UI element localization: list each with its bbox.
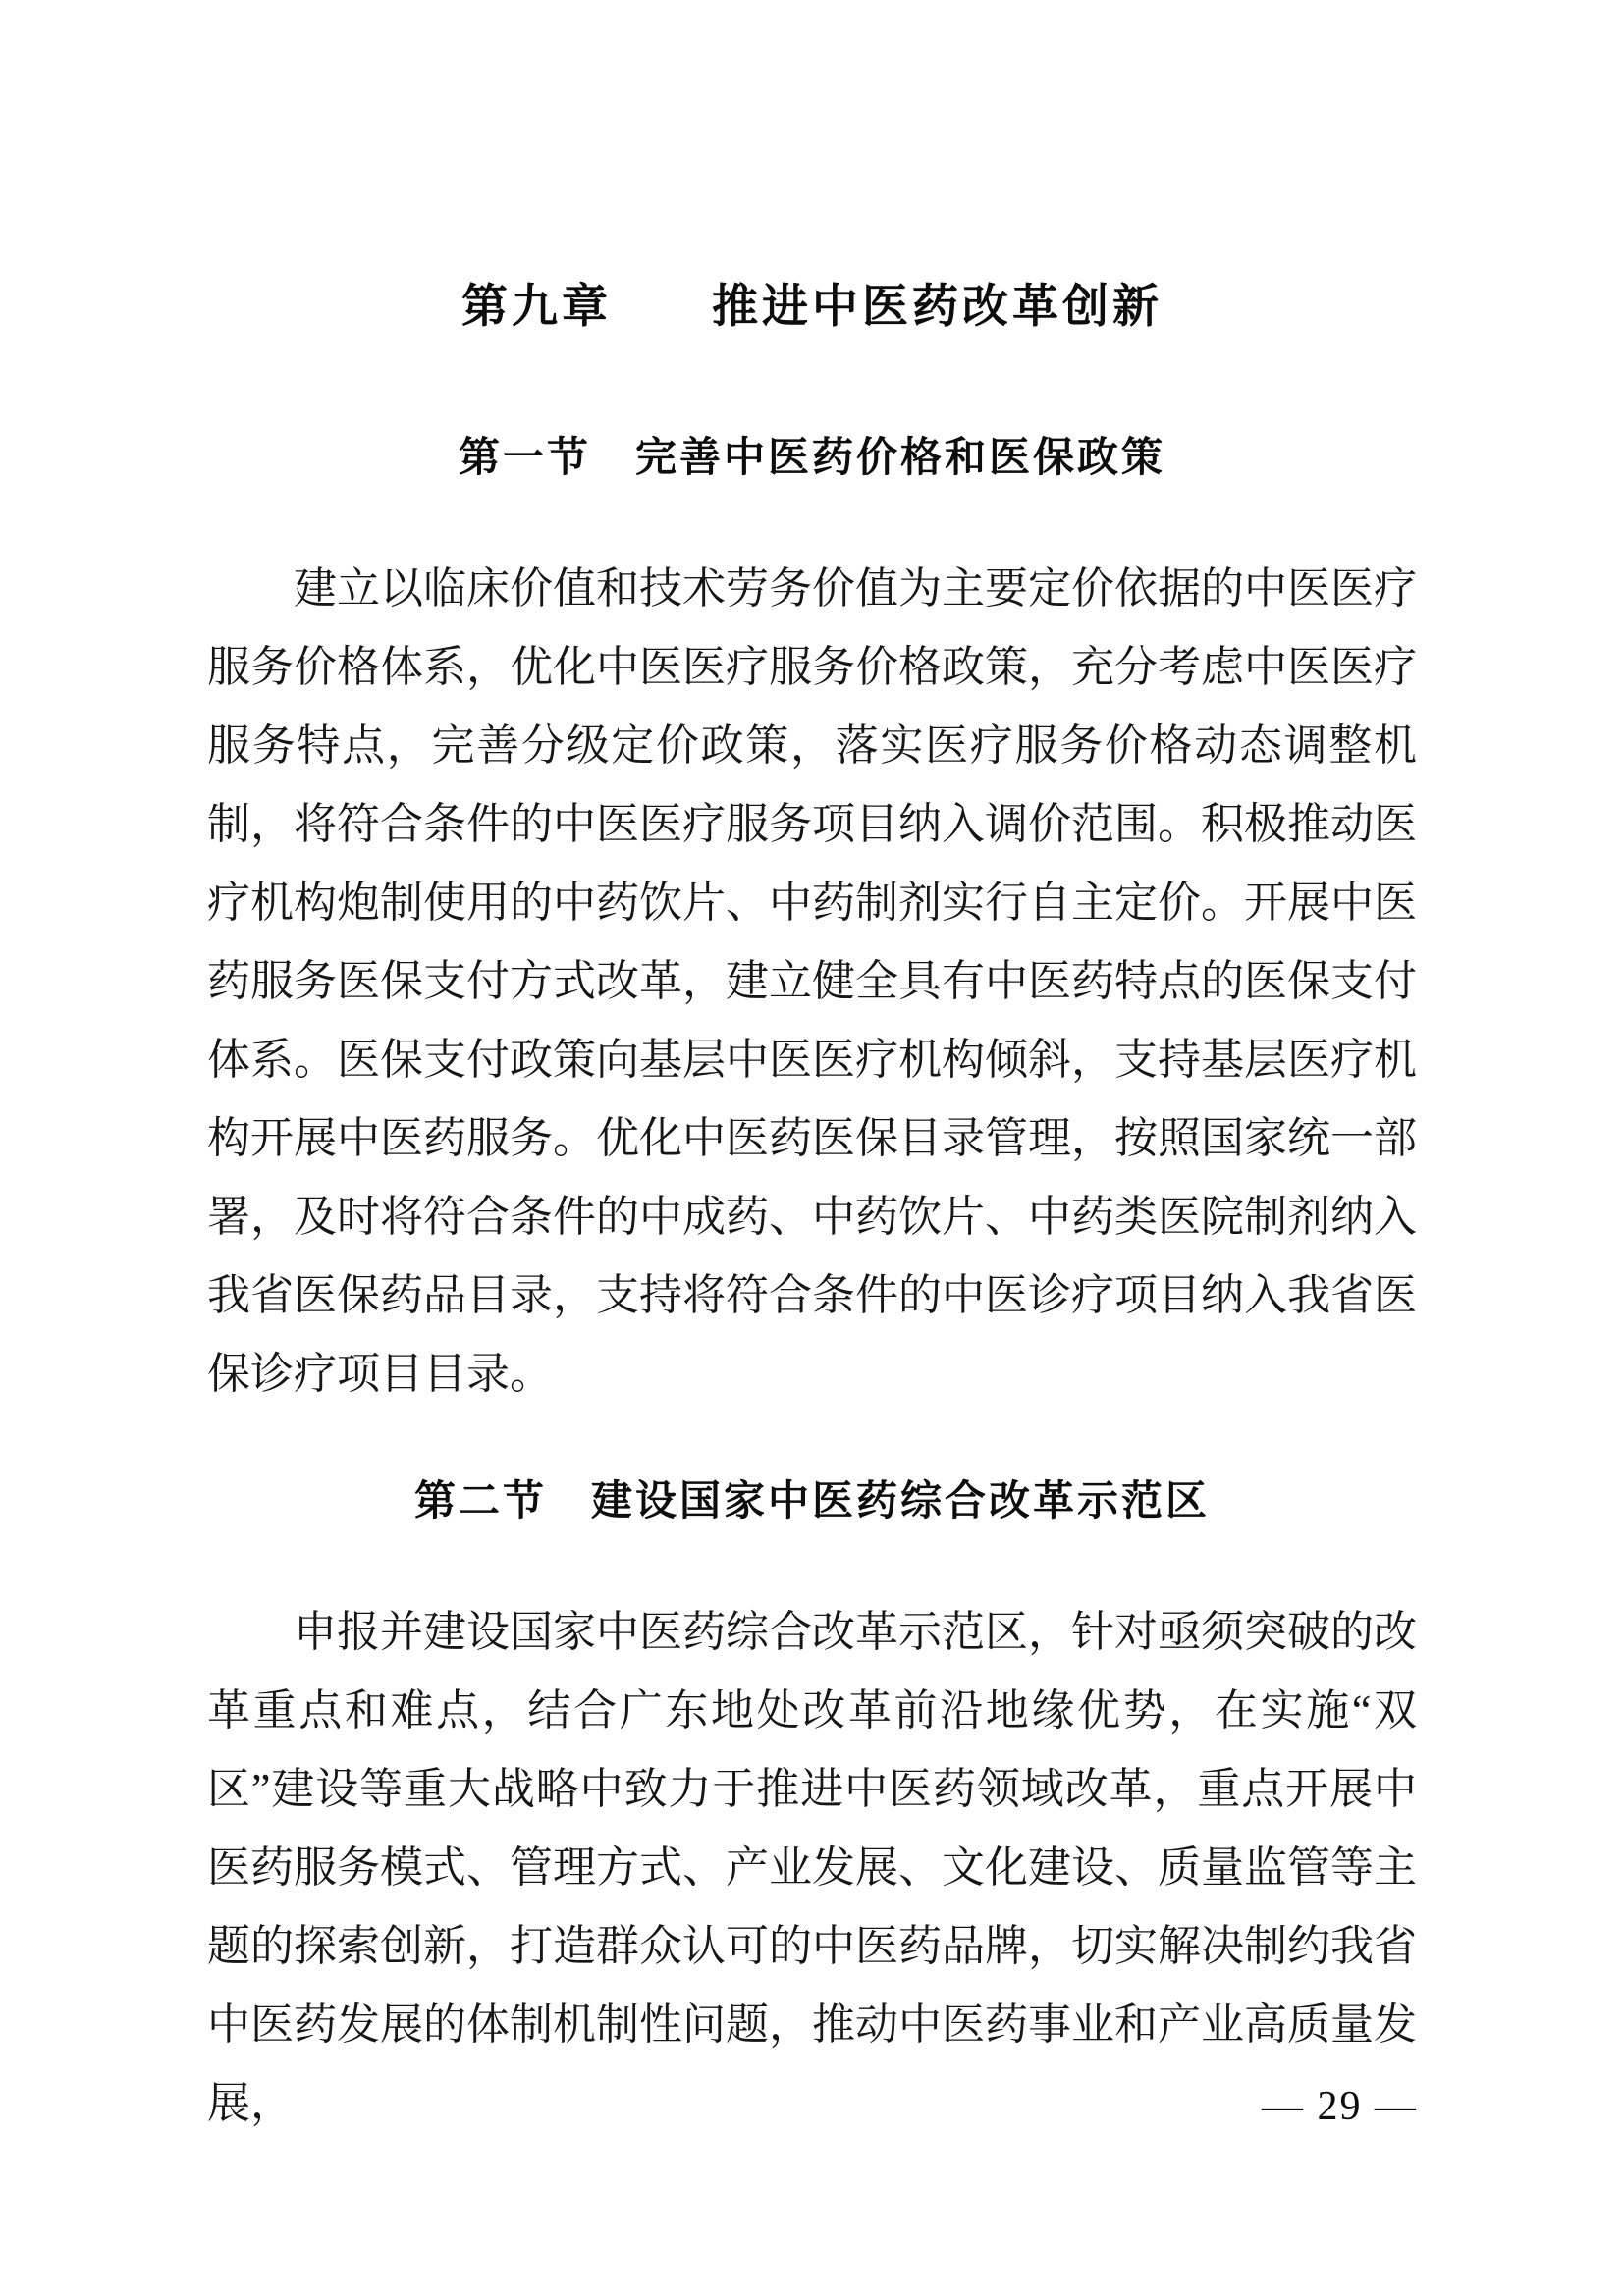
section-2-paragraph: 申报并建设国家中医药综合改革示范区，针对亟须突破的改革重点和难点，结合广东地处改革前沿地缘优势，在实施“双区”建设等重大战略中致力于推进中医药领域改革，重点开展中医药服务模式、管理方式、产业发展、文化建设、质量监管等主题的探索创新，打造群众认可的中医药品牌，切实解决制约我省中医药发展的体制机制性问题，推动中医药事业和产业高质量发展，: [207, 1608, 1417, 2127]
page-number: — 29 —: [1262, 2084, 1418, 2129]
chapter-title: 第九章 推进中医药改革创新: [461, 282, 1163, 333]
section-1-title: 第一节 完善中医药价格和医保政策: [458, 434, 1165, 480]
section-2-title: 第二节 建设国家中医药综合改革示范区: [413, 1477, 1210, 1523]
section-1-paragraph: 建立以临床价值和技术劳务价值为主要定价依据的中医医疗服务价格体系，优化中医医疗服务价格政策，充分考虑中医医疗服务特点，完善分级定价政策，落实医疗服务价格动态调整机制，将符合条件的中医医疗服务项目纳入调价范围。积极推动医疗机构炮制使用的中药饮片、中药制剂实行自主定价。开展中医药服务医保支付方式改革，建立健全具有中医药特点的医保支付体系。医保支付政策向基层中医医疗机构倾斜，支持基层医疗机构开展中医药服务。优化中医药医保目录管理，按照国家统一部署，及时将符合条件的中成药、中药饮片、中药类医院制剂纳入我省医保药品目录，支持将符合条件的中医诊疗项目纳入我省医保诊疗项目目录。: [207, 564, 1417, 1398]
